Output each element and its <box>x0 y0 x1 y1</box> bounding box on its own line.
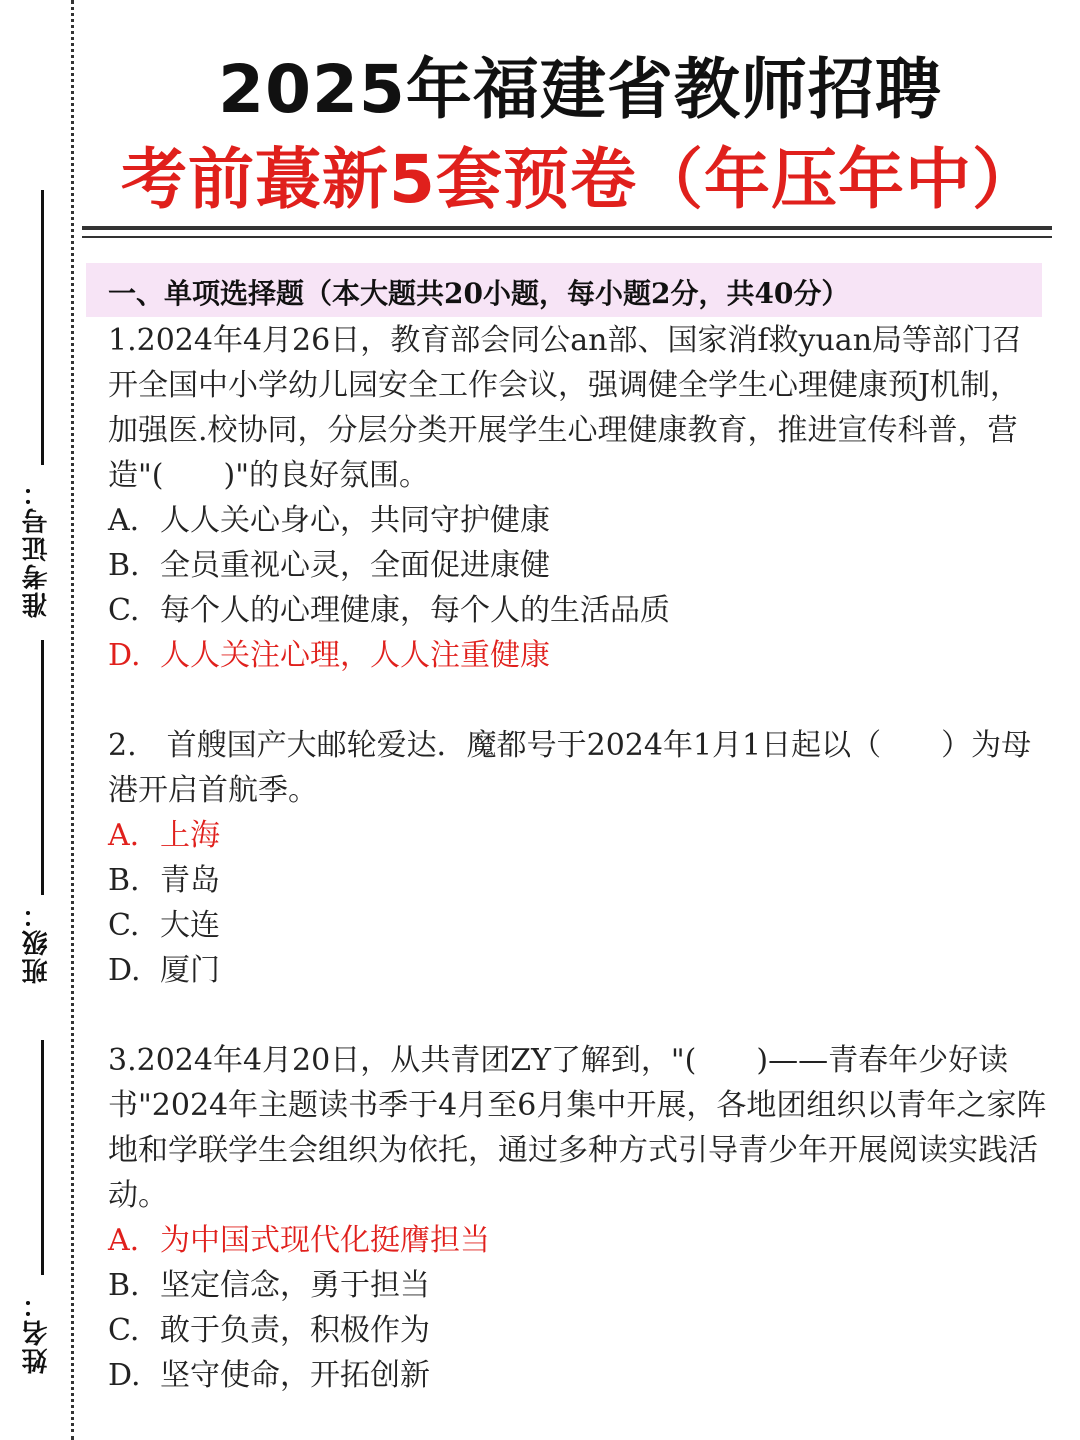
option-b: B. 全员重视心灵，全面促进康健 <box>108 548 550 583</box>
question-1 <box>108 318 1048 678</box>
class-blank-line <box>41 640 44 895</box>
page-title: 2025年福建省教师招聘 <box>218 51 942 128</box>
option-b: B. 青岛 <box>108 863 220 898</box>
question-list <box>108 318 1048 1398</box>
section-heading: 一、单项选择题（本大题共20小题，每小题2分，共40分） <box>108 277 850 310</box>
question-spacer <box>108 678 1048 723</box>
question-2 <box>108 723 1048 993</box>
exam-id-label: 准考证号： <box>22 478 52 618</box>
option-a-correct-answer: A. 为中国式现代化挺膺担当 <box>108 1223 490 1258</box>
page-subtitle: 考前蕞新5套预卷（年压年中） <box>121 141 1039 218</box>
name-label: 姓名： <box>22 1290 52 1374</box>
question-spacer <box>108 993 1048 1038</box>
option-a: A. 人人关心身心，共同守护健康 <box>108 503 550 538</box>
name-blank-line <box>41 1040 44 1275</box>
option-a-correct-answer: A. 上海 <box>108 818 220 853</box>
question-3 <box>108 1038 1048 1398</box>
class-label: 班级： <box>22 900 52 984</box>
option-d: D. 厦门 <box>108 953 220 988</box>
header-rule-thin <box>82 236 1052 238</box>
question-stem: 1.2024年4月26日，教育部会同公an部、国家消f救yuan局等部门召开全国中小学幼儿园安全工作会议，强调健全学生心理健康预J机制，加强医.校协同，分层分类开展学生心理健康教育，推进宣传科普，营造"( )"的良好氛围。 <box>108 323 1023 493</box>
question-stem: 2. 首艘国产大邮轮爱达．魔都号于2024年1月1日起以（ ）为母港开启首航季。 <box>108 728 1032 808</box>
option-d: D. 坚守使命，开拓创新 <box>108 1358 430 1393</box>
option-c: C. 敢于负责，积极作为 <box>108 1313 430 1348</box>
option-d-correct-answer: D. 人人关注心理，人人注重健康 <box>108 638 550 673</box>
option-c: C. 大连 <box>108 908 220 943</box>
option-c: C. 每个人的心理健康，每个人的生活品质 <box>108 593 670 628</box>
option-b: B. 坚定信念，勇于担当 <box>108 1268 430 1303</box>
exam-id-blank-line <box>41 190 44 465</box>
binding-dotted-line <box>71 0 74 1440</box>
header-rule-thick <box>82 226 1052 230</box>
question-stem: 3.2024年4月20日，从共青团ZY了解到，"( )——青春年少好读书"2024年主题读书季于4月至6月集中开展，各地团组织以青年之家阵地和学联学生会组织为依托，通过多种方式引导青少年开展阅读实践活动。 <box>108 1043 1047 1213</box>
